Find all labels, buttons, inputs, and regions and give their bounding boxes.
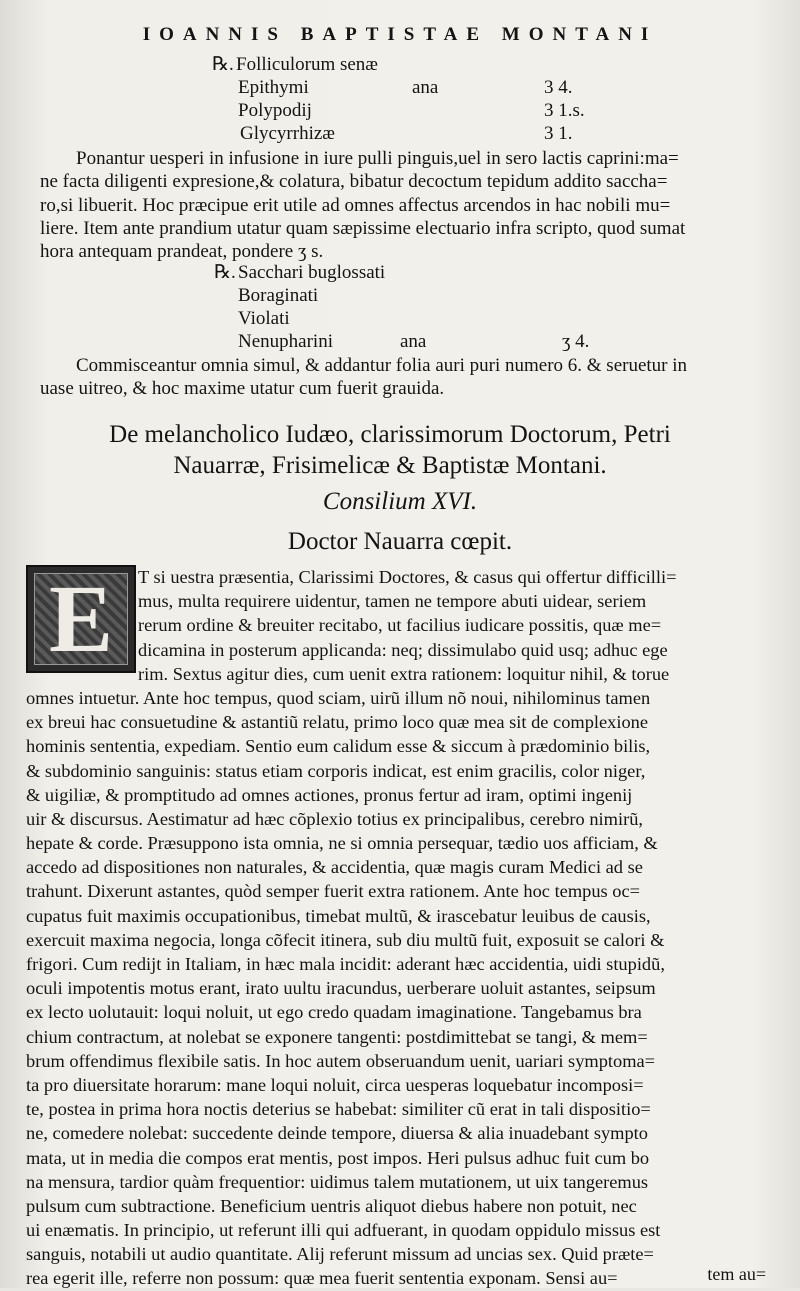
text-line: ta pro diuersitate horarum: mane loqui noluit, circa uesperas loquebatur incomposi= [26,1074,644,1095]
text-line: trahunt. Dixerunt astantes, quòd semper fuerit extra rationem. Ante hoc tempus oc= [26,881,641,902]
text-line: omnes intuetur. Ante hoc tempus, quod sciam, uirũ illum nõ noui, nihilominus tamen [26,687,651,708]
paragraph-preparation [40,354,770,401]
text-line: rea egerit ille, referre non possum: quæ mea fuerit sententia exponam. Sensi au= [26,1268,618,1289]
text-line: ui enæmatis. In principio, ut referunt illi qui adfuerant, in quodam oppidulo missus est [26,1220,661,1241]
text-line: cupatus fuit maximis occupationibus, timebat multũ, & irascebatur leuibus de causis, [26,905,651,926]
recipe-item-name: Violati [238,308,290,329]
text-line: ne facta diligenti expresione,& colatura, bibatur decoctum tepidum addito saccha= [40,171,668,193]
text-line: frigori. Cum redijt in Italiam, in hæc mala incidit: aderant hæc accidentia, uidi stupidũ, [26,954,665,974]
recipe-dose: 3 4. [544,77,573,98]
text-line: mus, multa requirere uidentur, tamen ne tempore abuti uidear, seriem [138,591,647,612]
text-line: rerum ordine & breuiter recitabo, ut facilius iudicare possitis, quæ me= [138,615,662,636]
text-line: brum offendimus flexibile satis. In hoc autem obseruandum uenit, uariari symptoma= [26,1050,656,1071]
text-line: ne, comedere nolebat: succedente deinde tempore, diuersa & alia inuadebant sympto [26,1123,648,1144]
recipe-dose: 3 1.s. [544,100,585,121]
recipe-item-name: Folliculorum senæ [236,54,378,75]
consilium-body [26,565,770,1291]
rx-symbol: ℞. [212,54,234,75]
catchword: tem au= [707,1264,766,1284]
recipe-dose: ʒ 4. [562,331,590,352]
text-line: & uigiliæ, & promptitudo ad omnes actiones, pronus fertur ad iram, optimi ingenij [26,784,633,805]
recipe-item-name: Boraginati [238,285,319,306]
text-line: hepate & corde. Præsuppono ista omnia, ne si omnia persequar, tædio uos afficiam, & [26,833,658,854]
text-line: chium contractum, at nolebat se exponere tangenti: postdimittebat se tangi, & mem= [26,1026,648,1047]
speaker-title: Doctor Nauarra cœpit. [287,528,513,555]
text-line: hominis sententia, expediam. Sentio eum calidum esse & siccum à prædominio bilis, [26,736,651,757]
recipe-item-name: Nenupharini [238,331,333,352]
rx-symbol: ℞. [214,262,236,283]
text-line: pulsum cum subtractione. Beneficium uentris aliquot diebus habere non potuit, nec [26,1195,637,1216]
text-line: dicamina in posterum applicanda: neq; dissimulabo quid usq; adhuc ege [138,639,668,660]
text-line: T si uestra præsentia, Clarissimi Doctores, & casus qui offertur difficilli= [138,567,677,587]
text-line: te, postea in prima hora noctis deterius se habebat: similiter cũ erat in tali dispositio= [26,1099,651,1120]
text-line: Ponantur uesperi in infusione in iure pulli pinguis,uel in sero lactis caprini:ma= [76,148,679,169]
text-line: liere. Item ante prandium utatur quam sæpissime electuario infra scripto, quod sumat [40,217,686,239]
recipe-item-name: Polypodij [238,100,312,121]
text-line: accedo ad dispositiones non naturales, & accidentia, quæ magis curam Medici ad se [26,857,643,878]
recipe-item-name: Epithymi [238,77,309,98]
text-line: rim. Sextus agitur dies, cum uenit extra rationem: loquitur nihil, & torue [138,663,670,684]
text-line: uase uitreo, & hoc maxime utatur cum fuerit grauida. [40,378,445,400]
recipe-item-name: Glycyrrhizæ [240,123,335,144]
text-line: ex breui hac consuetudine & astantiũ relatu, primo loco quæ mea sit de complexione [26,712,649,733]
text-line: uir & discursus. Aestimatur ad hæc cõplexio totius ex principalibus, cerebro nimirũ, [26,808,643,829]
recipe-dose: 3 1. [544,123,573,144]
recipe-ana: ana [412,77,439,98]
text-line: ex lecto uolutauit: loqui noluit, ut ego credo quadam imaginatione. Tangebamus bra [26,1002,642,1023]
running-head: IOANNIS BAPTISTAE MONTANI [142,24,658,45]
initial-letter: E [48,565,114,672]
text-line: oculi impotentis motus erant, irato uultu iracundus, uerberare uoluit astantes, seipsum [26,978,656,999]
consilium-title: Consilium XVI. [322,488,478,515]
text-line: & subdominio sanguinis: status etiam corporis indicat, est enim gracilis, color niger, [26,760,646,781]
text-line: exercuit maxima negocia, longa cõfecit itinera, sub diu multũ fuit, exposuit se calori & [26,929,665,950]
section-title-line-1: De melancholico Iudæo, clarissimorum Doctorum, Petri [109,421,671,448]
text-line: ro,si libuerit. Hoc præcipue erit utile ad omnes affectus arcendos in hac nobili mu= [40,194,671,216]
recipe-ana: ana [400,331,427,352]
recipe-item-name: Sacchari buglossati [238,262,386,283]
text-line: Commisceantur omnia simul, & addantur folia auri puri numero 6. & seruetur in [76,355,688,376]
text-line: mata, ut in media die compos erat mentis, post impos. Heri pulsus adhuc fuit cum bo [26,1147,650,1168]
text-line: sanguis, notabili ut audio quantitate. Alij referunt missum ad uncias sex. Quid præte= [26,1244,654,1265]
text-line: hora antequam prandeat, pondere ʒ s. [40,241,324,263]
paragraph-instructions [40,147,770,263]
section-title-line-2: Nauarræ, Frisimelicæ & Baptistæ Montani. [173,452,607,479]
text-line: na mensura, tardior quàm frequentior: uidimus talem mutationem, ut uix tangeremus [26,1171,649,1192]
